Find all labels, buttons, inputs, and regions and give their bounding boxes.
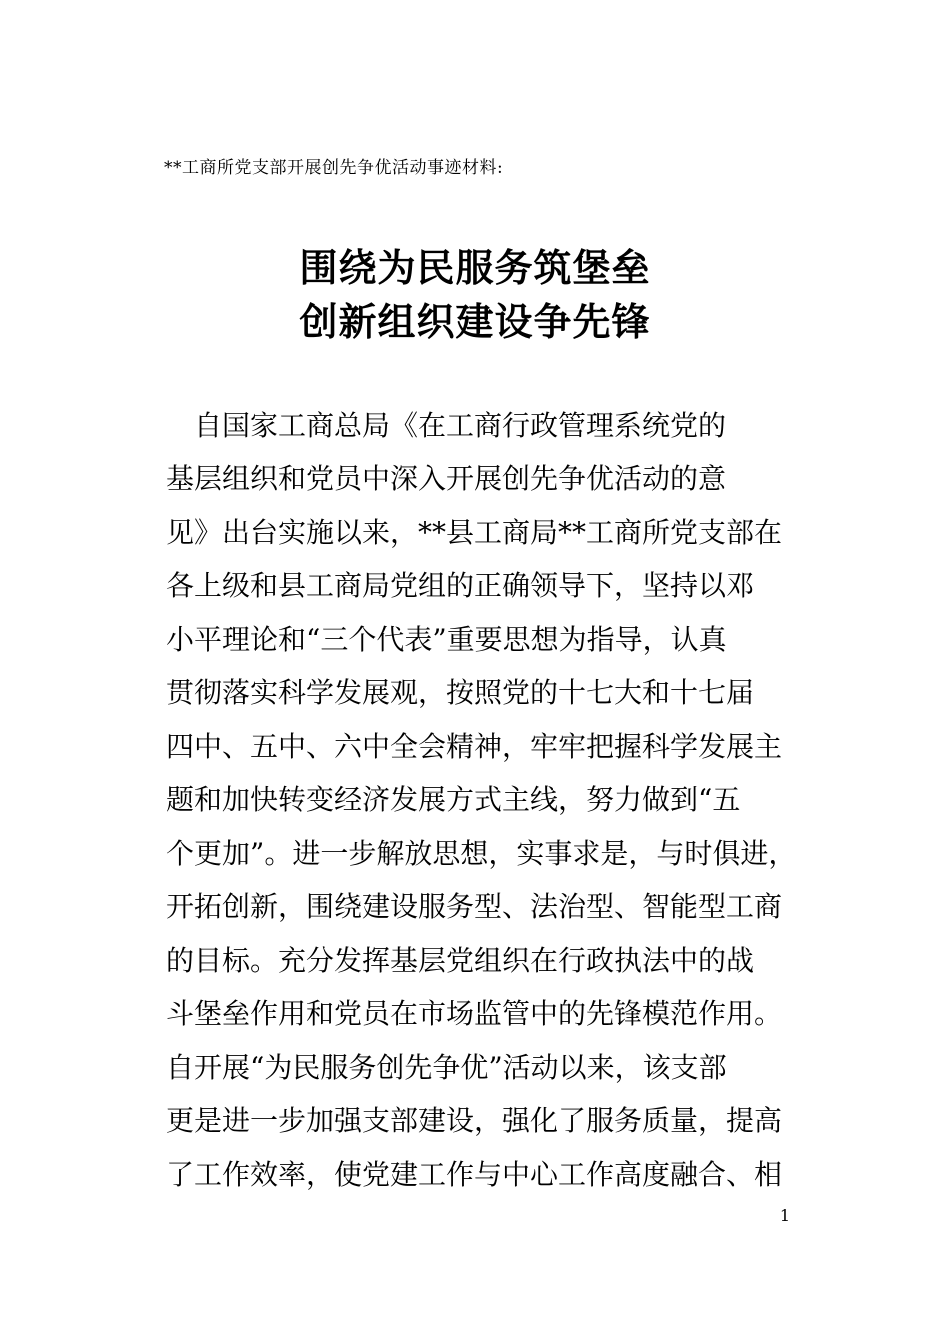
document-subheading: **工商所党支部开展创先争优活动事迹材料: bbox=[164, 158, 504, 178]
body-line-7: 四中、五中、六中全会精神，牢牢把握科学发展主 bbox=[166, 730, 783, 763]
body-line-9: 个更加”。进一步解放思想，实事求是，与时俱进， bbox=[166, 837, 797, 870]
body-line-4: 各上级和县工商局党组的正确领导下，坚持以邓 bbox=[166, 569, 755, 602]
body-line-2: 基层组织和党员中深入开展创先争优活动的意 bbox=[166, 462, 727, 495]
body-line-11: 的目标。充分发挥基层党组织在行政执法中的战 bbox=[166, 944, 755, 977]
body-line-12: 斗堡垒作用和党员在市场监管中的先锋模范作用。 bbox=[166, 997, 783, 1030]
body-line-14: 更是进一步加强支部建设，强化了服务质量，提高 bbox=[166, 1104, 783, 1137]
body-line-5: 小平理论和“三个代表”重要思想为指导，认真 bbox=[166, 623, 727, 656]
body-line-13: 自开展“为民服务创先争优”活动以来，该支部 bbox=[166, 1051, 727, 1084]
document-title-line-1: 围绕为民服务筑堡垒 bbox=[299, 246, 651, 290]
body-line-8: 题和加快转变经济发展方式主线，努力做到“五 bbox=[166, 783, 741, 816]
page-number: 1 bbox=[779, 1206, 791, 1225]
body-line-10: 开拓创新，围绕建设服务型、法治型、智能型工商 bbox=[166, 890, 783, 923]
body-line-15: 了工作效率，使党建工作与中心工作高度融合、相 bbox=[166, 1158, 783, 1191]
document-title-line-2: 创新组织建设争先锋 bbox=[299, 300, 651, 344]
body-line-3: 见》出台实施以来，**县工商局**工商所党支部在 bbox=[166, 516, 783, 549]
body-line-1: 自国家工商总局《在工商行政管理系统党的 bbox=[166, 409, 727, 442]
body-line-6: 贯彻落实科学发展观，按照党的十七大和十七届 bbox=[166, 676, 755, 709]
